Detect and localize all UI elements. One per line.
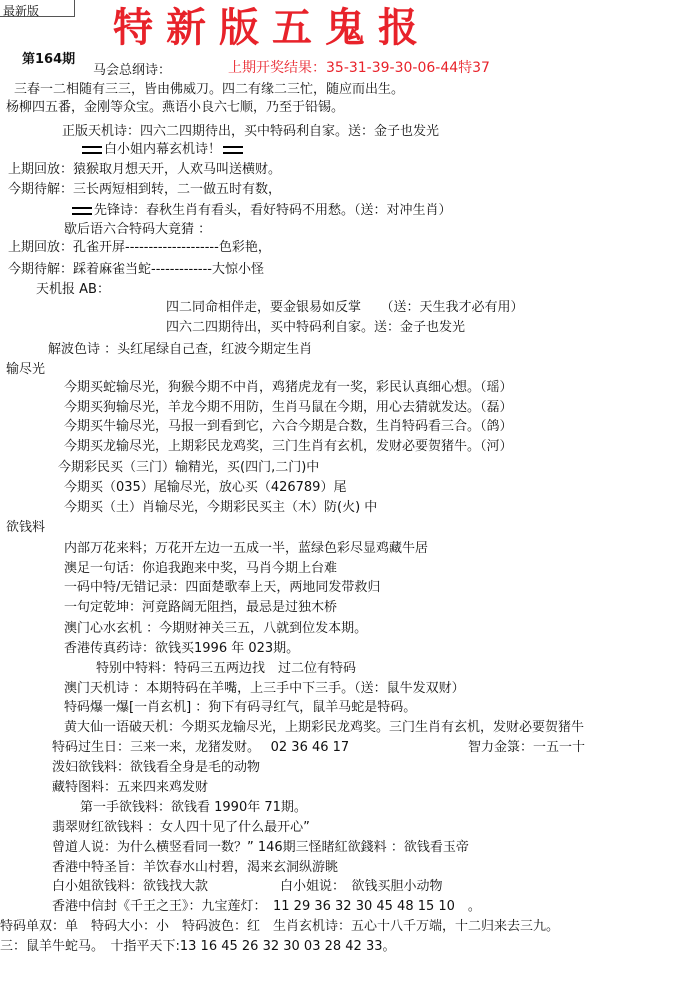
line-lose-3: 今期买牛输尽光，马报一到看到它，六合今期是合数，生肖特码看三合。（鸽） <box>64 419 513 434</box>
line-poem-1: 三春一二相随有三三，皆由佛威刀。四二有缘二三忙，随应而出生。 <box>14 82 405 97</box>
line-riddle-solve: 今期待解：踩着麻雀当蛇-------------大惊小怪 <box>8 262 264 277</box>
line-birthday: 特码过生日：三来一来，龙猪发财。 02 36 46 17 <box>52 740 350 755</box>
line-lose-4: 今期买龙输尽光，上期彩民龙鸡奖，三门生肖有玄机，发财必要贺猪牛。（河） <box>64 439 513 454</box>
line-hk-decree: 香港中特圣旨：羊饮春水山村碧，渴来玄洞纵游眺 <box>52 860 339 875</box>
line-riddle-replay: 上期回放：孔雀开屏--------------------色彩艳， <box>8 240 271 255</box>
line-riddle-heading: 歇后语六合特码大竟猜 ： <box>64 222 212 237</box>
line-shrew: 泼妇欲钱料：欲钱看全身是毛的动物 <box>52 760 261 775</box>
line-burst: 特码爆一爆[一肖玄机] ：狗下有码寻红气，鼠羊马蛇是特码。 <box>64 700 417 715</box>
previous-result: 上期开奖结果：35-31-39-30-06-44特37 <box>228 60 490 76</box>
line-hidden-figure: 藏特图料：五来四来鸡发财 <box>52 780 209 795</box>
line-lose-1: 今期买蛇输尽光，狗猴今期不中肖，鸡猪虎龙有一奖，彩民认真细心想。（瑶） <box>64 380 513 395</box>
newspaper-title: 特新版五鬼报 <box>113 4 431 51</box>
section-want-money: 欲钱料 <box>6 520 46 535</box>
line-first-hand: 第一手欲钱料：欲钱看 1990年 71期。 <box>80 800 307 815</box>
double-bar-icon <box>223 146 243 154</box>
line-lose-doors: 今期彩民买（三门）输精光，买(四门,二门)中 <box>58 460 320 475</box>
line-tianji-poem: 正版天机诗：四六二四期待出，买中特码利自家。送：金子也发光 <box>62 124 440 139</box>
line-last-replay: 上期回放：猿猴取月想天开，人欢马叫送横财。 <box>8 162 282 177</box>
line-intelligence: 智力金箓：一五一十 <box>468 740 586 755</box>
section-lose-all: 输尽光 <box>6 362 46 377</box>
line-bai-money: 白小姐欲钱料：欲钱找大款 <box>52 879 209 894</box>
line-bai-xiaojie-heading: 白小姐内幕玄机诗！ <box>80 142 245 158</box>
line-macau-heart: 澳门心水玄机 ：今期财神关三五，八就到位发本期。 <box>64 621 368 636</box>
line-pioneer-poem: 先锋诗：春秋生肖有看头，看好特码不用愁。（送：对冲生肖） <box>70 203 452 219</box>
line-one-code: 一码中特/无错记录：四面楚歌奉上天，两地同发带救归 <box>64 580 381 595</box>
line-lose-tails: 今期买（035）尾输尽光，放心买（426789）尾 <box>64 480 347 495</box>
line-poem-2: 杨柳四五番，金刚等众宝。燕语小良六七顺，乃至于铅锡。 <box>6 100 345 115</box>
line-ab-1: 四二同命相伴走，要金银易如反掌 （送：天生我才必有用） <box>166 300 524 315</box>
line-wanhua: 内部万花来料；万花开左边一五成一半，蓝绿色彩尽显鸡藏牛居 <box>64 541 429 556</box>
line-one-sentence: 一句定乾坤：河竟路阔无阻挡，最忌是过独木桥 <box>64 600 338 615</box>
line-wong-tai-sin: 黄大仙一语破天机：今期买龙输尽光，上期彩民龙鸡奖。三门生肖有玄机，发财必要贺猪牛 <box>64 720 585 735</box>
line-ten-fingers: 三：鼠羊牛蛇马。 十指平天下:13 16 45 26 32 30 03 28 42 33。 <box>0 939 396 954</box>
line-wave-color-poem: 解波色诗 ：头红尾绿自己查，红波今期定生肖 <box>48 342 313 357</box>
line-odd-even: 特码单双：单 特码大小：小 特码波色：红 生肖玄机诗：五心十八千万端，十二归来去三九。 <box>0 919 560 934</box>
line-tianji-ab: 天机报 AB： <box>36 282 110 297</box>
issue-number: 第164期 <box>22 52 76 67</box>
line-lose-element: 今期买（土）肖输尽光，今期彩民买主（木）防(火) 中 <box>64 500 378 515</box>
line-hk-letter: 香港中信封《千王之王》：九宝莲灯： 11 29 36 32 30 45 48 15 10 。 <box>52 899 481 914</box>
line-hk-fax: 香港传真药诗：欲钱买1996 年 023期。 <box>64 641 300 656</box>
double-bar-icon <box>72 207 92 215</box>
line-lose-2: 今期买狗输尽光，羊龙今期不用防，生肖马鼠在今期，用心去猜就发达。（磊） <box>64 400 513 415</box>
line-horse-poem-heading: 马会总纲诗： <box>93 63 172 78</box>
line-bai-says: 白小姐说： 欲钱买胆小动物 <box>280 879 443 894</box>
line-aozu: 澳足一句话：你追我跑来中奖，马肖今期上台难 <box>64 561 338 576</box>
line-macau-tianji: 澳门天机诗 ：本期特码在羊嘴，上三手中下三手。（送：鼠牛发双财） <box>64 681 465 696</box>
line-special: 特别中特料：特码三五两边找 过二位有特码 <box>96 661 357 676</box>
line-to-solve: 今期待解：三长两短相到转，二一做五时有数， <box>8 182 282 197</box>
edition-label: 最新版 <box>3 4 40 18</box>
line-tsang: 曾道人说：为什么横竖看同一数？” 146期三怪睹紅欲錢料 ：欲钱看玉帝 <box>52 840 469 855</box>
line-jade: 翡翠财红欲钱料 ：女人四十见了什么最开心” <box>52 820 310 835</box>
double-bar-icon <box>82 146 102 154</box>
line-ab-2: 四六二四期待出，买中特码利自家。送：金子也发光 <box>166 320 466 335</box>
